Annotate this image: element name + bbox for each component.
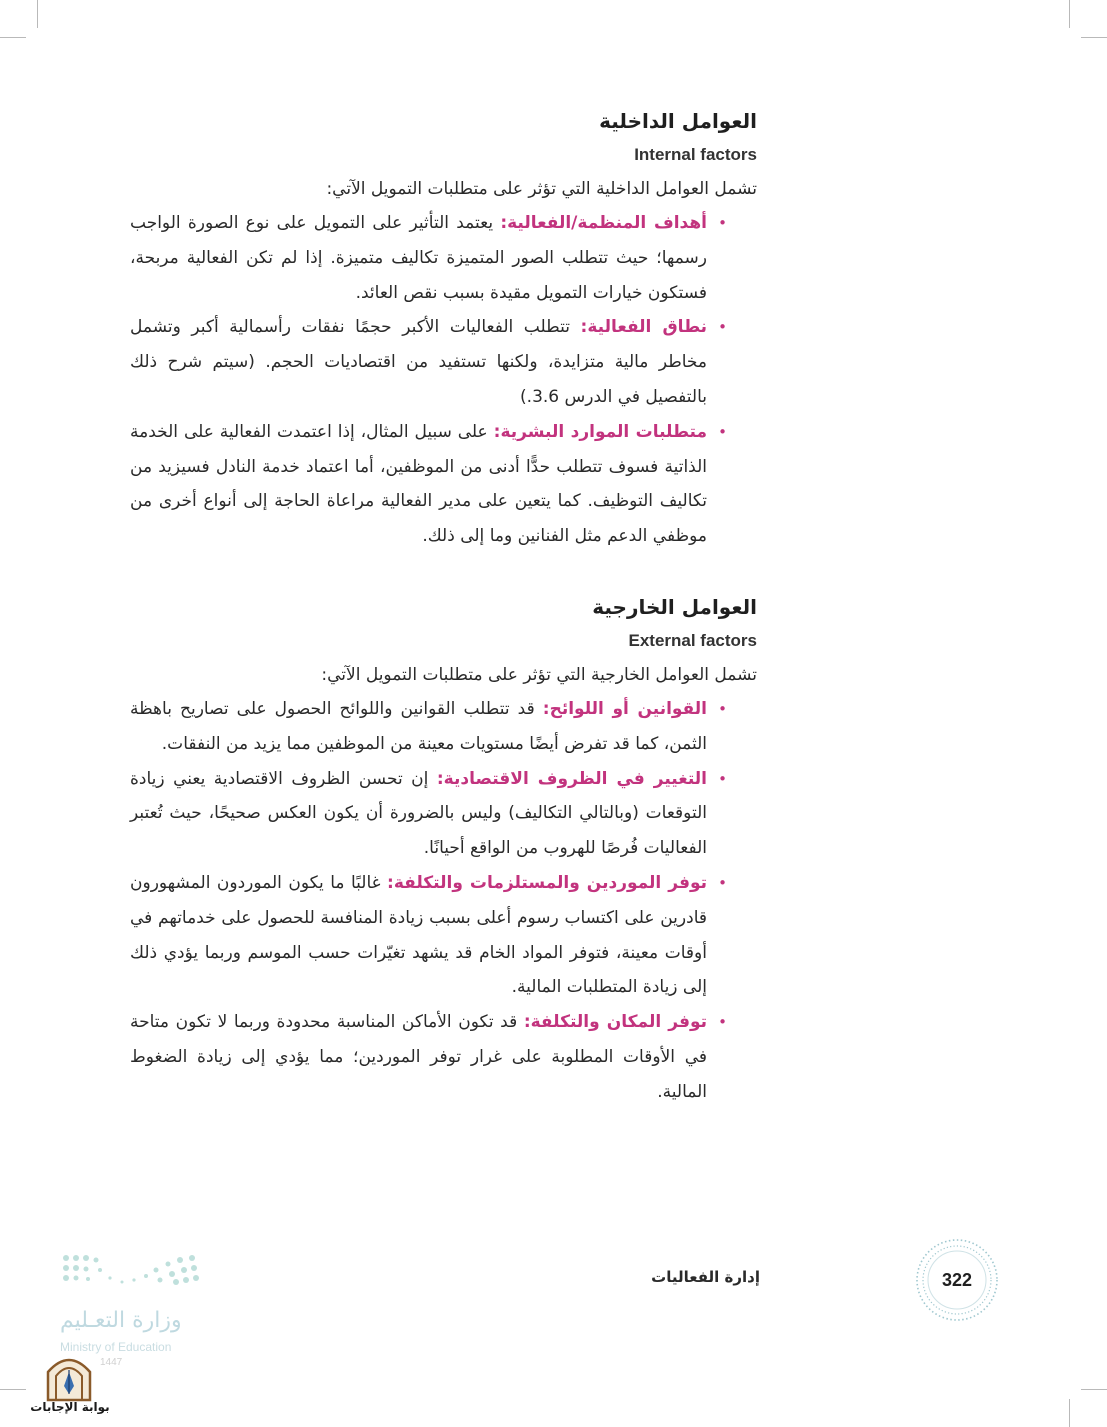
term: توفر الموردين والمستلزمات والتكلفة: (387, 872, 707, 893)
term: التغيير في الظروف الاقتصادية: (436, 768, 707, 789)
watermark-text: بوابة الإجابات (30, 1400, 110, 1414)
bullet-list (130, 692, 757, 1110)
section-title-en: Internal factors (634, 145, 757, 164)
crop-mark (0, 37, 26, 38)
term: القوانين أو اللوائح: (542, 698, 708, 719)
section-intro: تشمل العوامل الخارجية التي تؤثر على متطلبات التمويل الآتي: (321, 664, 757, 685)
item-text: إن تحسن الظروف الاقتصادية يعني زيادة التوقعات (وبالتالي التكاليف) وليس بالضرورة أن يكون العكس صحيحًا، حيث تُعتبر الفعاليات فُرصًا للهروب من الواقع أحيانًا. (130, 768, 707, 859)
list-item (130, 310, 757, 414)
term: أهداف المنظمة/الفعالية: (500, 213, 707, 233)
page-number: 322 (941, 1269, 973, 1290)
content-column (130, 104, 757, 1110)
watermark-logo-icon (42, 1350, 96, 1402)
item-text: يعتمد التأثير على التمويل على نوع الصورة الواجب رسمها؛ حيث تتطلب الصور المتميزة تكاليف متميزة. إذا لم تكن الفعالية مربحة، فستكون خيارات التمويل مقيدة بسبب نقص العائد. (130, 213, 707, 303)
term: متطلبات الموارد البشرية: (493, 421, 708, 442)
item-text: غالبًا ما يكون الموردون المشهورون قادرين على اكتساب رسوم أعلى بسبب زيادة المنافسة للحصول على خدماتهم في أوقات معينة، فتوفر المواد الخام قد يشهد تغيّرات حسب الموسم وربما يؤدي ذلك إلى زيادة المتطلبات المالية. (130, 872, 707, 998)
bullet-icon: • (718, 214, 727, 232)
section-intro: تشمل العوامل الداخلية التي تؤثر على متطلبات التمويل الآتي: (326, 179, 757, 199)
page-number-badge (914, 1237, 1000, 1323)
bullet-icon: • (718, 318, 727, 337)
book-title: إدارة الفعاليات (651, 1268, 760, 1286)
external-factors-section (130, 590, 757, 1110)
item-text: تتطلب الفعاليات الأكبر حجمًا نفقات رأسمالية أكبر وتشمل مخاطر مالية متزايدة، ولكنها تستفيد من اقتصاديات الحجم. (سيتم شرح ذلك بالتفصيل في الدرس 3.6.) (130, 317, 707, 407)
section-title-ar: العوامل الخارجية (592, 594, 757, 619)
crop-mark (1069, 0, 1070, 28)
internal-factors-section (130, 104, 757, 554)
ministry-name-en: Ministry of Education (60, 1340, 172, 1354)
ministry-year: 1447 (100, 1357, 123, 1368)
bullet-icon: • (718, 1013, 727, 1032)
crop-mark (1081, 37, 1107, 38)
item-text: على سبيل المثال، إذا اعتمدت الفعالية على الخدمة الذاتية فسوف تتطلب حدًّا أدنى من الموظفين، أما اعتماد خدمة النادل فسيزيد من تكاليف التوظيف. كما يتعين على مدير الفعالية مراعاة الحاجة إلى أنواع أخرى من موظفي الدعم مثل الفنانين وما إلى ذلك. (130, 421, 707, 547)
list-item (130, 1005, 757, 1109)
section-title-en: External factors (628, 630, 757, 650)
ministry-name-ar: وزارة التعـليم (60, 1308, 182, 1333)
list-item (130, 762, 757, 866)
crop-mark (1081, 1389, 1107, 1390)
bullet-list (130, 206, 757, 554)
crop-mark (0, 1389, 26, 1390)
crop-mark (37, 0, 38, 28)
list-item (130, 866, 757, 1005)
bullet-icon: • (718, 699, 727, 718)
term: توفر المكان والتكلفة: (523, 1012, 708, 1033)
list-item (130, 692, 757, 762)
bullet-icon: • (718, 422, 727, 441)
section-title-ar: العوامل الداخلية (599, 109, 757, 133)
list-item (130, 206, 757, 310)
crop-mark (1069, 1399, 1070, 1427)
list-item (130, 415, 757, 554)
bullet-icon: • (718, 769, 727, 788)
item-text: قد تكون الأماكن المناسبة محدودة وربما لا تكون متاحة في الأوقات المطلوبة على غرار توفر الموردين؛ مما يؤدي إلى زيادة الضغوط المالية. (130, 1012, 707, 1102)
item-text: قد تتطلب القوانين واللوائح الحصول على تصاريح باهظة الثمن، كما قد تفرض أيضًا مستويات معينة من الموظفين مما يزيد من النفقات. (130, 698, 707, 754)
term: نطاق الفعالية: (580, 317, 708, 338)
bullet-icon: • (718, 873, 727, 892)
